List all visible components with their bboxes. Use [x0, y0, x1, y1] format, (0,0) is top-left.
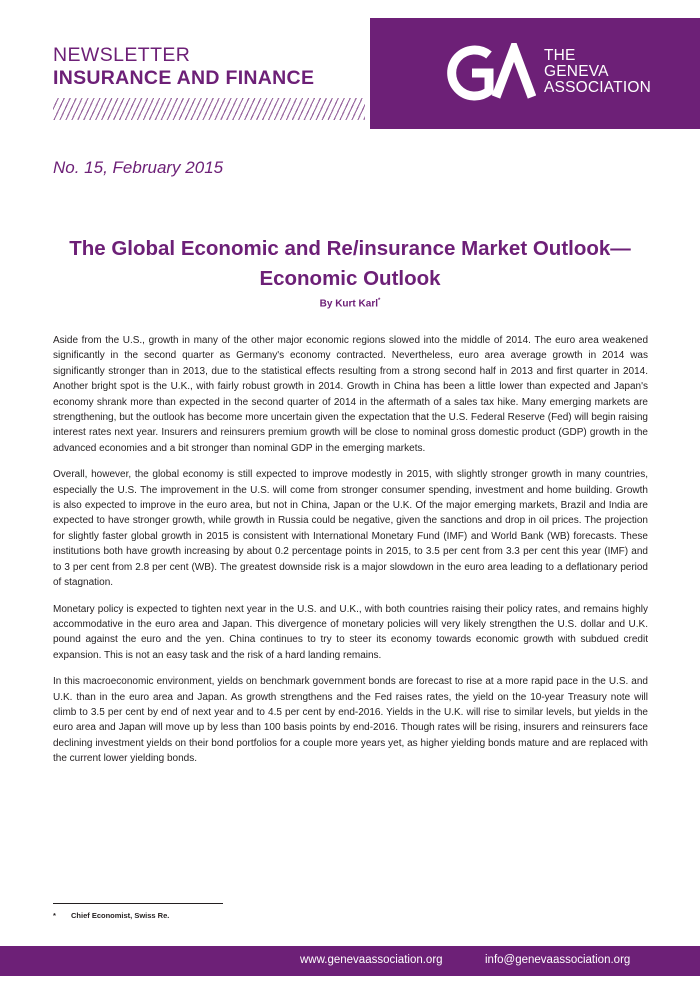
newsletter-label: NEWSLETTER [53, 44, 191, 66]
website-link[interactable]: www.genevaassociation.org [300, 954, 443, 966]
title-line-1: The Global Economic and Re/insurance Market Outlook— [69, 237, 631, 260]
footnote-mark: * [53, 911, 56, 920]
byline-footnote-mark[interactable]: * [378, 298, 381, 304]
title-line-2: Economic Outlook [259, 267, 441, 290]
article-title [40, 234, 660, 294]
footnote-divider [53, 903, 223, 904]
logo-line-the: THE [544, 47, 576, 64]
decorative-hatch [53, 98, 365, 120]
ga-monogram-icon [444, 43, 536, 103]
footnote [53, 911, 169, 920]
paragraph-4: In this macroeconomic environment, yields on benchmark government bonds are forecast to rise at a more rapid pace in the U.S. and U.K. than in the euro area and Japan. As growth strengthens and the Fed raises rates, the yield on the 10-year Treasury note will climb to 3.5 per cent by end of next year and to 4.5 per cent by end-2016. Yields in the U.K. will rise to similar levels, but yields in the euro area and Japan will move up by less than 100 basis points by end-2016. Though rates will be rising, insurers and reinsurers face declining investment yields on their bond portfolios for a couple more years yet, as higher yielding bonds mature and are replaced with the current lower yielding bonds. [53, 676, 648, 765]
logo-line-association: ASSOCIATION [544, 79, 651, 96]
footer-bar [0, 946, 700, 976]
logo-wordmark [544, 48, 651, 96]
paragraph-1: Aside from the U.S., growth in many of the other major economic regions slowed into the middle of 2014. The euro area weakened significantly in the second quarter as Germany's economy contracted. Nevertheless, euro area average growth in 2014 was significantly stronger than in 2013, due to the statistical effects resulting from a strong second half in 2013 and first quarter in 2014. Another bright spot is the U.K., with fairly robust growth in 2014. Growth in China has been a little lower than expected and Japan's economy shrank more than expected in the second quarter of 2014 in the aftermath of a sales tax hike. Many emerging markets are strengthening, but the outlook has become more uncertain given the expectation that the U.S. Federal Reserve (Fed) will begin raising interest rates next year. Insurers and reinsurers premium growth will be close to nominal gross domestic product (GDP) growth in the advanced economies and a bit stronger than nominal GDP in the emerging markets. [53, 335, 648, 454]
paragraph-2: Overall, however, the global economy is still expected to improve modestly in 2015, with slightly stronger growth in many countries, especially the U.S. The improvement in the U.S. will come from stronger consumer spending, investment and home building. Growth is also expected to improve in the euro area, but not in China, Japan or the U.K. Of the major emerging markets, Brazil and India are expected to have stronger growth, while growth in Russia could be negative, given the sanctions and drop in oil prices. The projection for slightly faster global growth in 2015 is consistent with International Monetary Fund (IMF) and World Bank (WB) forecasts. These institutions both have growth increasing by about 0.2 percentage points in 2015, to 3.5 per cent from 3.3 per cent this year (IMF) and to 3 per cent from 2.8 per cent (WB). The greatest downside risk is a major slowdown in the euro area leading to a deflationary period of stagnation. [53, 469, 648, 589]
geneva-association-logo [370, 18, 700, 129]
logo-line-geneva: GENEVA [544, 63, 609, 80]
footnote-text: Chief Economist, Swiss Re. [71, 911, 170, 920]
byline [40, 298, 660, 309]
email-link[interactable]: info@genevaassociation.org [485, 954, 631, 966]
paragraph-3: Monetary policy is expected to tighten next year in the U.S. and U.K., with both countries raising their policy rates, and remains highly accommodative in the euro area and Japan. This divergence of monetary policies will very likely strengthen the U.S. dollar and U.K. pound against the euro and the yen. China continues to try to steer its economy towards economic growth with subdued credit expansion. This is not an easy task and the risk of a hard landing remains. [53, 603, 648, 661]
issue-number: No. 15, February 2015 [53, 158, 224, 177]
article-body [53, 333, 648, 778]
newsletter-series: INSURANCE AND FINANCE [53, 67, 315, 89]
author-name: By Kurt Karl [319, 298, 378, 310]
newsletter-header [53, 44, 365, 120]
